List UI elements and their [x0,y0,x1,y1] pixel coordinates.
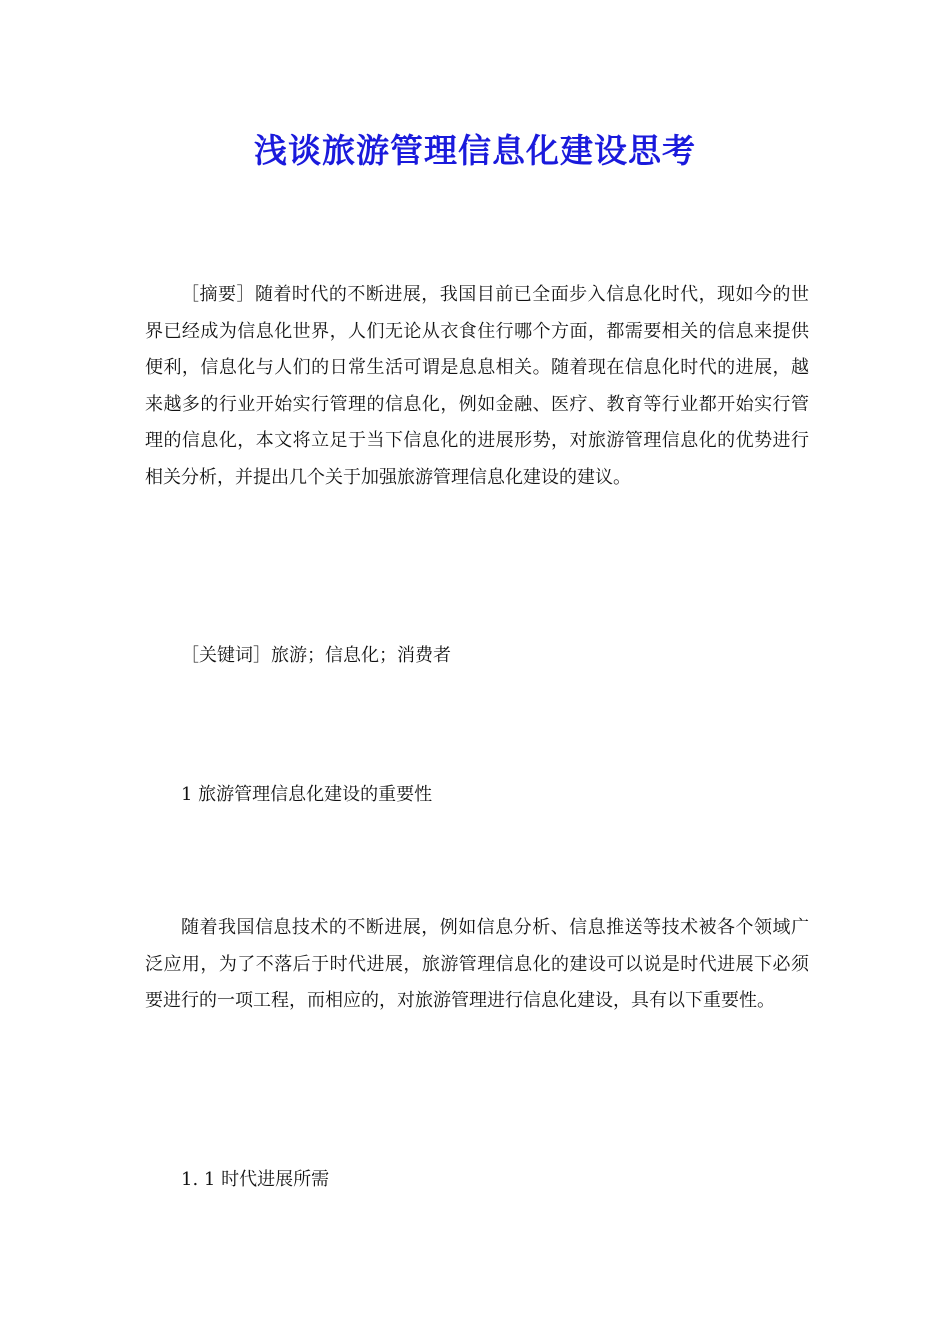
document-title: 浅谈旅游管理信息化建设思考 [254,131,696,170]
section-1-body: 随着我国信息技术的不断进展，例如信息分析、信息推送等技术被各个领域广泛应用，为了不落后于时代进展，旅游管理信息化的建设可以说是时代进展下必须要进行的一项工程，而相应的，对旅游管理进行信息化建设，具有以下重要性。 [145,917,809,1011]
section-1-1-heading: 1. 1 时代进展所需 [181,1169,330,1190]
abstract-paragraph: ［摘要］随着时代的不断进展，我国目前已全面步入信息化时代，现如今的世界已经成为信息化世界，人们无论从衣食住行哪个方面，都需要相关的信息来提供便利，信息化与人们的日常生活可谓是息息相关。随着现在信息化时代的进展，越来越多的行业开始实行管理的信息化，例如金融、医疗、教育等行业都开始实行管理的信息化，本文将立足于当下信息化的进展形势，对旅游管理信息化的优势进行相关分析，并提出几个关于加强旅游管理信息化建设的建议。 [145,284,809,488]
keywords-paragraph: ［关键词］旅游；信息化；消费者 [181,645,451,666]
section-1-heading: 1 旅游管理信息化建设的重要性 [181,784,433,805]
